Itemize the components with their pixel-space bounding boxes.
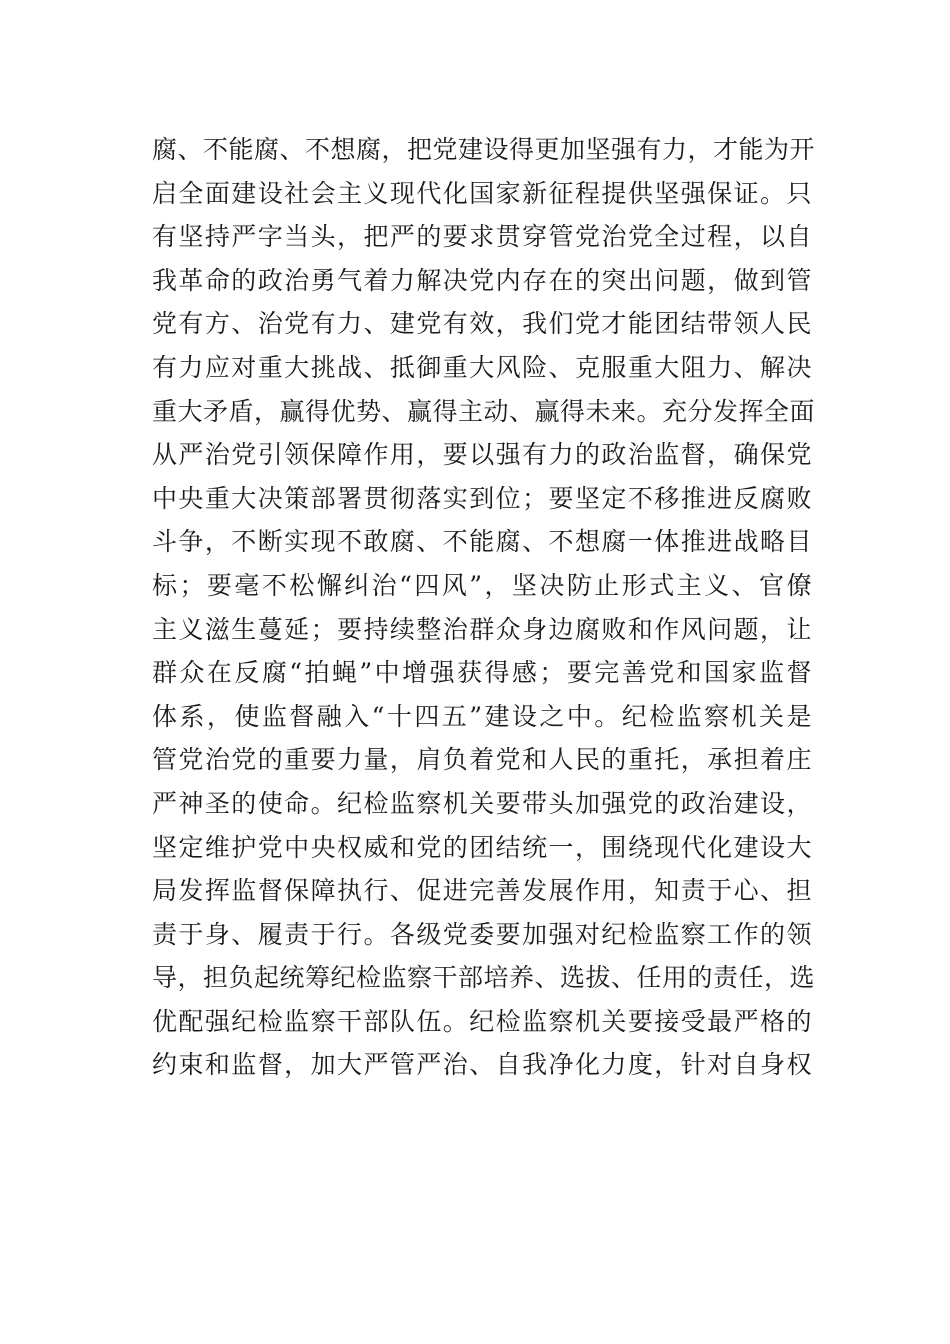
text-line: 群众在反腐“拍蝇”中增强获得感；要完善党和国家监督 [152, 658, 812, 688]
text-line: 斗争，不断实现不敢腐、不能腐、不想腐一体推进战略目 [152, 527, 812, 557]
text-line: 党有方、治党有力、建党有效，我们党才能团结带领人民 [152, 309, 812, 339]
text-line: 管党治党的重要力量，肩负着党和人民的重托，承担着庄 [152, 745, 812, 775]
text-line: 标；要毫不松懈纠治“四风”，坚决防止形式主义、官僚 [152, 570, 812, 600]
text-line: 从严治党引领保障作用，要以强有力的政治监督，确保党 [152, 440, 812, 470]
text-line: 腐、不能腐、不想腐，把党建设得更加坚强有力，才能为开 [152, 135, 816, 164]
text-line: 约束和监督，加大严管严治、自我净化力度，针对自身权 [152, 1050, 812, 1080]
text-line: 有坚持严字当头，把严的要求贯穿管党治党全过程，以自 [152, 222, 812, 252]
text-line: 严神圣的使命。纪检监察机关要带头加强党的政治建设， [152, 788, 812, 818]
text-line: 优配强纪检监察干部队伍。纪检监察机关要接受最严格的 [152, 1006, 812, 1036]
text-line: 有力应对重大挑战、抵御重大风险、克服重大阻力、解决 [152, 352, 812, 382]
text-line: 主义滋生蔓延；要持续整治群众身边腐败和作风问题，让 [152, 614, 812, 644]
text-line: 我革命的政治勇气着力解决党内存在的突出问题，做到管 [152, 265, 812, 295]
body-paragraph [152, 128, 816, 1087]
text-line: 启全面建设社会主义现代化国家新征程提供坚强保证。只 [152, 178, 812, 208]
text-line: 中央重大决策部署贯彻落实到位；要坚定不移推进反腐败 [152, 483, 812, 513]
text-line: 导，担负起统筹纪检监察干部培养、选拔、任用的责任，选 [152, 963, 816, 993]
text-line: 局发挥监督保障执行、促进完善发展作用，知责于心、担 [152, 876, 812, 906]
text-line: 坚定维护党中央权威和党的团结统一，围绕现代化建设大 [152, 832, 812, 862]
text-line: 重大矛盾，赢得优势、赢得主动、赢得未来。充分发挥全面 [152, 396, 816, 426]
text-line: 体系，使监督融入“十四五”建设之中。纪检监察机关是 [152, 701, 812, 731]
text-line: 责于身、履责于行。各级党委要加强对纪检监察工作的领 [152, 919, 812, 949]
